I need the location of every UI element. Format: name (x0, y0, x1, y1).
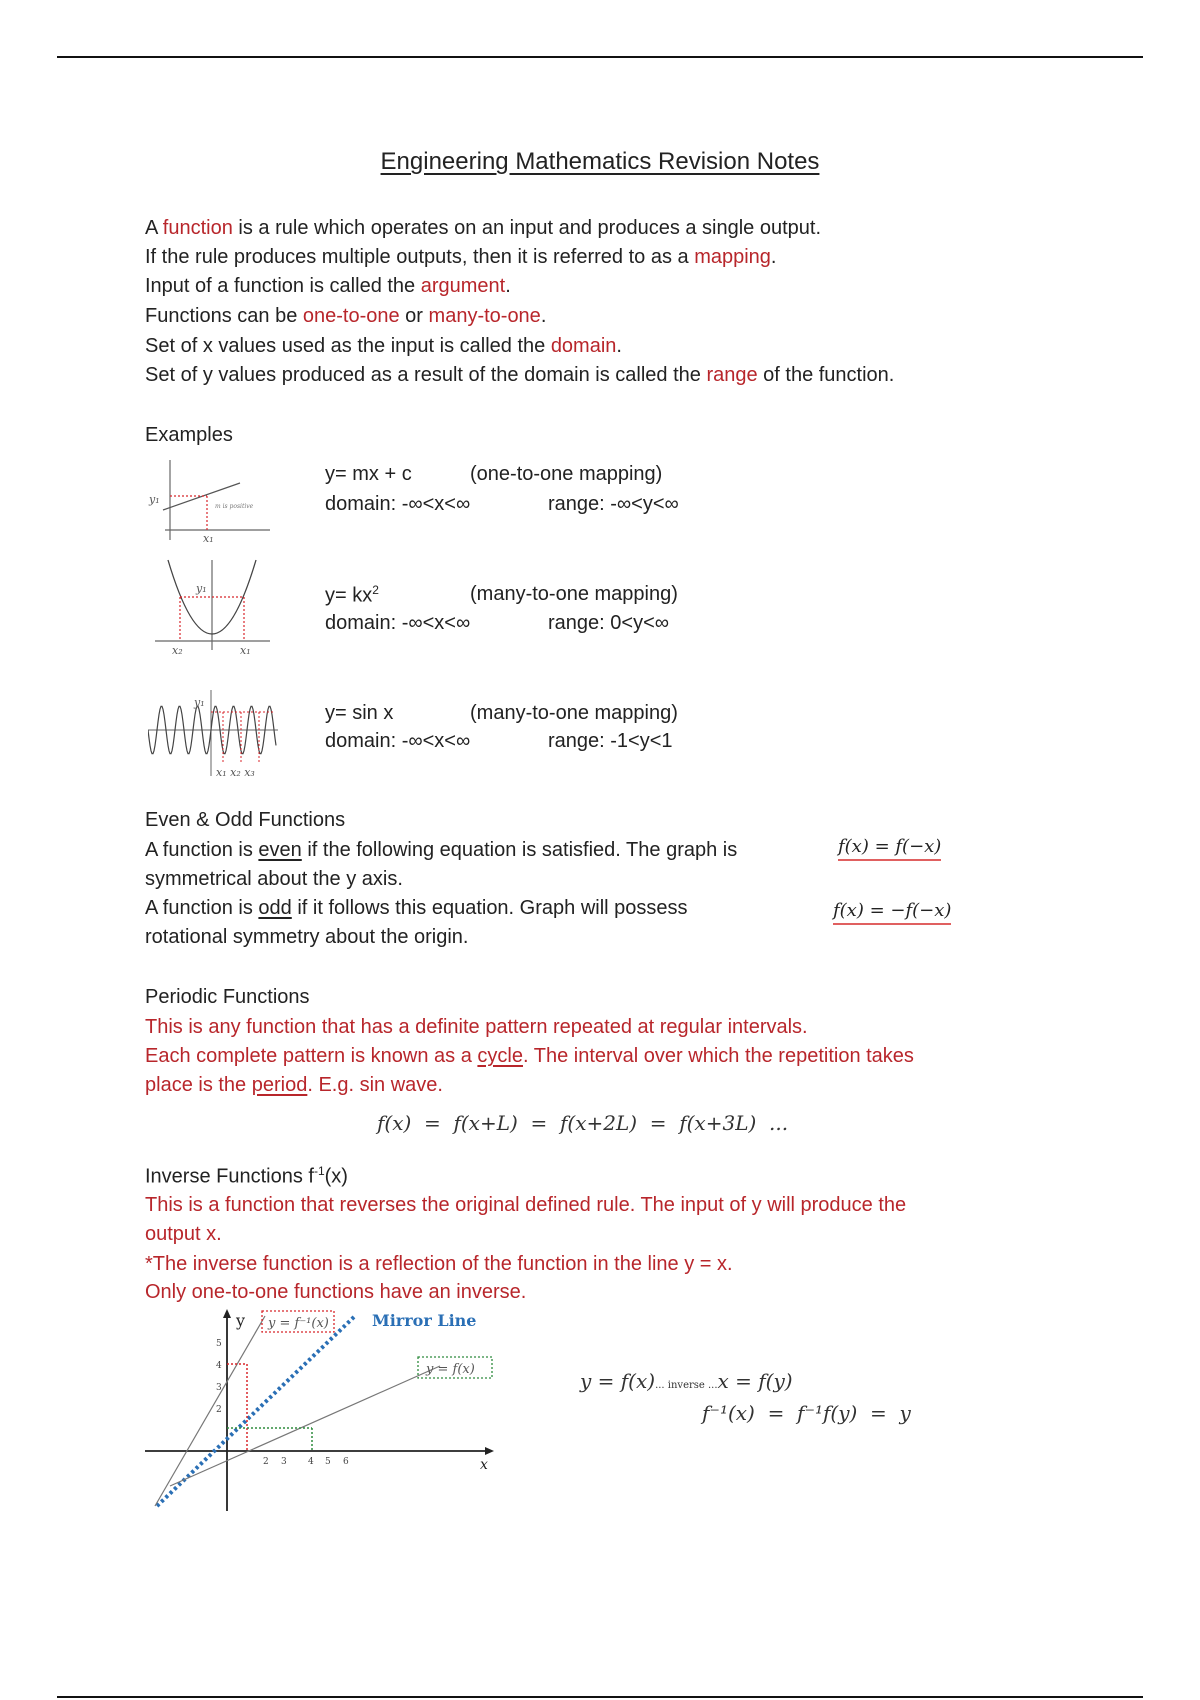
inverse-line-1: This is a function that reverses the original defined rule. The input of y will produce the (145, 1194, 907, 1216)
xtick-6: 6 (343, 1457, 349, 1467)
ytick-3: 3 (216, 1383, 222, 1393)
inverse-graph (140, 1306, 500, 1516)
graph1-m-label: m is positive (215, 503, 254, 510)
inverse-equation-1: y = f(x)... inverse ...x = f(y) (580, 1369, 793, 1393)
graph2-x1-label: x₁ (240, 644, 251, 657)
even-equation: f(x) = f(−x) (838, 836, 941, 861)
xtick-4: 4 (308, 1457, 314, 1467)
intro-line-6: Set of y values produced as a result of the domain is called the range of the function. (145, 364, 895, 386)
ytick-4: 4 (216, 1361, 222, 1371)
periodic-line-2: Each complete pattern is known as a cycle. The interval over which the repetition takes (145, 1045, 914, 1067)
page-title: Engineering Mathematics Revision Notes (380, 148, 820, 175)
example-3: y= sin x (many-to-one mapping) (325, 702, 678, 724)
example-1: y= mx + c (one-to-one mapping) (325, 463, 663, 485)
ytick-2: 2 (216, 1405, 222, 1415)
graph2-x2-label: x₂ (172, 644, 183, 657)
inverse-x-axis-label: x (480, 1457, 488, 1473)
odd-line-1: A function is odd if it follows this equation. Graph will possess (145, 897, 688, 919)
linear-graph (145, 455, 275, 545)
function-label: y = f(x) (426, 1362, 475, 1377)
graph2-y1-label: y₁ (196, 582, 207, 595)
intro-line-2: If the rule produces multiple outputs, then it is referred to as a mapping. (145, 246, 777, 268)
inverse-heading: Inverse Functions $f^{-1}(x)$ (145, 1164, 348, 1188)
odd-line-2: rotational symmetry about the origin. (145, 926, 469, 948)
top-rule (57, 56, 1143, 58)
intro-line-1: A function is a rule which operates on an input and produces a single output. (145, 217, 822, 239)
even-line-1: A function is even if the following equation is satisfied. The graph is (145, 839, 738, 861)
graph3-x123-label: x₁ x₂ x₃ (216, 766, 255, 779)
intro-line-4: Functions can be one-to-one or many-to-one. (145, 305, 547, 327)
even-odd-heading: Even & Odd Functions (145, 809, 346, 831)
mirror-line-label: Mirror Line (372, 1311, 477, 1330)
graph3-y1-label: y₁ (194, 696, 205, 709)
odd-equation: f(x) = −f(−x) (833, 900, 951, 925)
parabola-graph (150, 558, 280, 658)
inverse-line-4: Only one-to-one functions have an inverse. (145, 1281, 527, 1303)
periodic-heading: Periodic Functions (145, 986, 310, 1008)
periodic-line-1: This is any function that has a definite pattern repeated at regular intervals. (145, 1016, 808, 1038)
example-3-domain: domain: -∞<x<∞ range: -1<y<1 (325, 730, 673, 752)
graph1-y1-label: y₁ (149, 493, 160, 506)
inverse-equation-2: f⁻¹(x) = f⁻¹f(y) = y (702, 1401, 911, 1425)
inverse-y-axis-label: y (236, 1311, 246, 1330)
example-2-domain: domain: -∞<x<∞ range: 0<y<∞ (325, 612, 670, 634)
periodic-line-3: place is the period. E.g. sin wave. (145, 1074, 443, 1096)
graph1-x1-label: x₁ (203, 532, 214, 545)
examples-heading: Examples (145, 424, 233, 446)
xtick-3: 3 (281, 1457, 287, 1467)
ytick-5: 5 (216, 1339, 222, 1349)
example-2: $y= kx^2$ (many-to-one mapping) (325, 583, 678, 607)
intro-line-3: Input of a function is called the argument. (145, 275, 511, 297)
inverse-line-3: *The inverse function is a reflection of the function in the line y = x. (145, 1253, 733, 1275)
intro-line-5: Set of x values used as the input is called the domain. (145, 335, 622, 357)
bottom-rule (57, 1696, 1143, 1698)
example-1-domain: domain: -∞<x<∞ range: -∞<y<∞ (325, 493, 679, 515)
periodic-equation: f(x) = f(x+L) = f(x+2L) = f(x+3L) ... (377, 1111, 789, 1135)
xtick-2: 2 (263, 1457, 269, 1467)
sine-graph (148, 688, 283, 783)
inverse-function-label: y = f⁻¹(x) (268, 1316, 329, 1331)
inverse-line-2: output x. (145, 1223, 222, 1245)
xtick-5: 5 (325, 1457, 331, 1467)
even-line-2: symmetrical about the y axis. (145, 868, 403, 890)
